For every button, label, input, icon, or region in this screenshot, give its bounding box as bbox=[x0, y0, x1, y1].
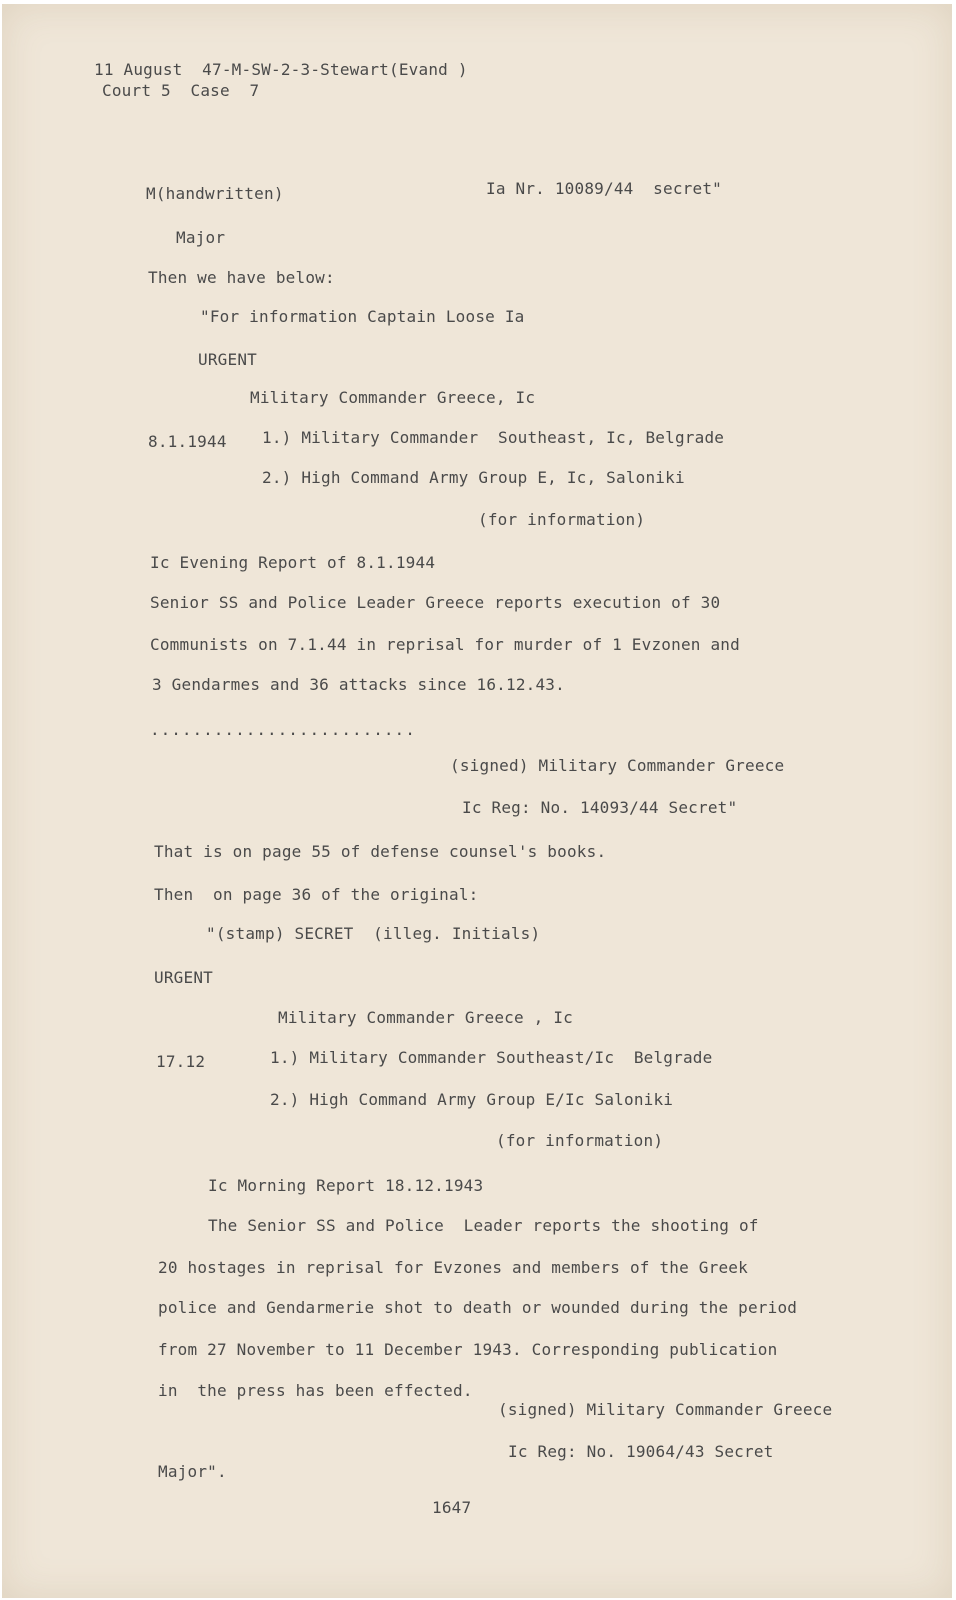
narration-line: That is on page 55 of defense counsel's books. bbox=[154, 842, 607, 861]
intro-line: Then we have below: bbox=[148, 268, 335, 287]
registration-number: Ic Reg: No. 19064/43 Secret bbox=[508, 1442, 774, 1461]
handwritten-note: M(handwritten) bbox=[146, 184, 284, 203]
header-case-line: 11 August 47-M-SW-2-3-Stewart(Evand ) bbox=[94, 60, 468, 79]
report-body-line: police and Gendarmerie shot to death or wounded during the period bbox=[158, 1298, 798, 1317]
reference-number: Ia Nr. 10089/44 secret" bbox=[486, 179, 722, 198]
report-body-line: Senior SS and Police Leader Greece reports execution of 30 bbox=[150, 593, 721, 612]
page-number: 1647 bbox=[432, 1498, 472, 1517]
sender-line: Military Commander Greece , Ic bbox=[278, 1008, 573, 1027]
recipient-1: 1.) Military Commander Southeast/Ic Belgrade bbox=[270, 1048, 713, 1067]
urgent-label: URGENT bbox=[154, 968, 213, 987]
signature-line: (signed) Military Commander Greece bbox=[450, 756, 785, 775]
report-body-line: Communists on 7.1.44 in reprisal for murder of 1 Evzonen and bbox=[150, 635, 740, 654]
message-date: 17.12 bbox=[156, 1052, 206, 1071]
recipient-2: 2.) High Command Army Group E/Ic Saloniki bbox=[270, 1090, 674, 1109]
recipient-1: 1.) Military Commander Southeast, Ic, Belgrade bbox=[262, 428, 725, 447]
for-information-note: (for information) bbox=[478, 510, 646, 529]
report-body-line: in the press has been effected. bbox=[158, 1381, 473, 1400]
report-body-line: The Senior SS and Police Leader reports the shooting of bbox=[208, 1216, 759, 1235]
sender-line: Military Commander Greece, Ic bbox=[250, 388, 536, 407]
message-date: 8.1.1944 bbox=[148, 432, 227, 451]
report-title: Ic Evening Report of 8.1.1944 bbox=[150, 553, 436, 572]
rank-line: Major bbox=[176, 228, 226, 247]
narration-line: Then on page 36 of the original: bbox=[154, 885, 479, 904]
registration-number: Ic Reg: No. 14093/44 Secret" bbox=[462, 798, 738, 817]
report-body-line: 20 hostages in reprisal for Evzones and members of the Greek bbox=[158, 1258, 748, 1277]
for-information-line: "For information Captain Loose Ia bbox=[200, 307, 525, 326]
urgent-label: URGENT bbox=[198, 350, 257, 369]
report-body-line: 3 Gendarmes and 36 attacks since 16.12.43. bbox=[152, 675, 565, 694]
closing-line: Major". bbox=[158, 1462, 227, 1481]
report-body-line: from 27 November to 11 December 1943. Corresponding publication bbox=[158, 1340, 778, 1359]
recipient-2: 2.) High Command Army Group E, Ic, Saloniki bbox=[262, 468, 685, 487]
stamp-line: "(stamp) SECRET (illeg. Initials) bbox=[206, 924, 541, 943]
report-title: Ic Morning Report 18.12.1943 bbox=[208, 1176, 484, 1195]
dotted-separator: ......................... bbox=[150, 720, 416, 739]
signature-line: (signed) Military Commander Greece bbox=[498, 1400, 833, 1419]
header-court-line: Court 5 Case 7 bbox=[102, 81, 260, 100]
for-information-note: (for information) bbox=[496, 1131, 664, 1150]
